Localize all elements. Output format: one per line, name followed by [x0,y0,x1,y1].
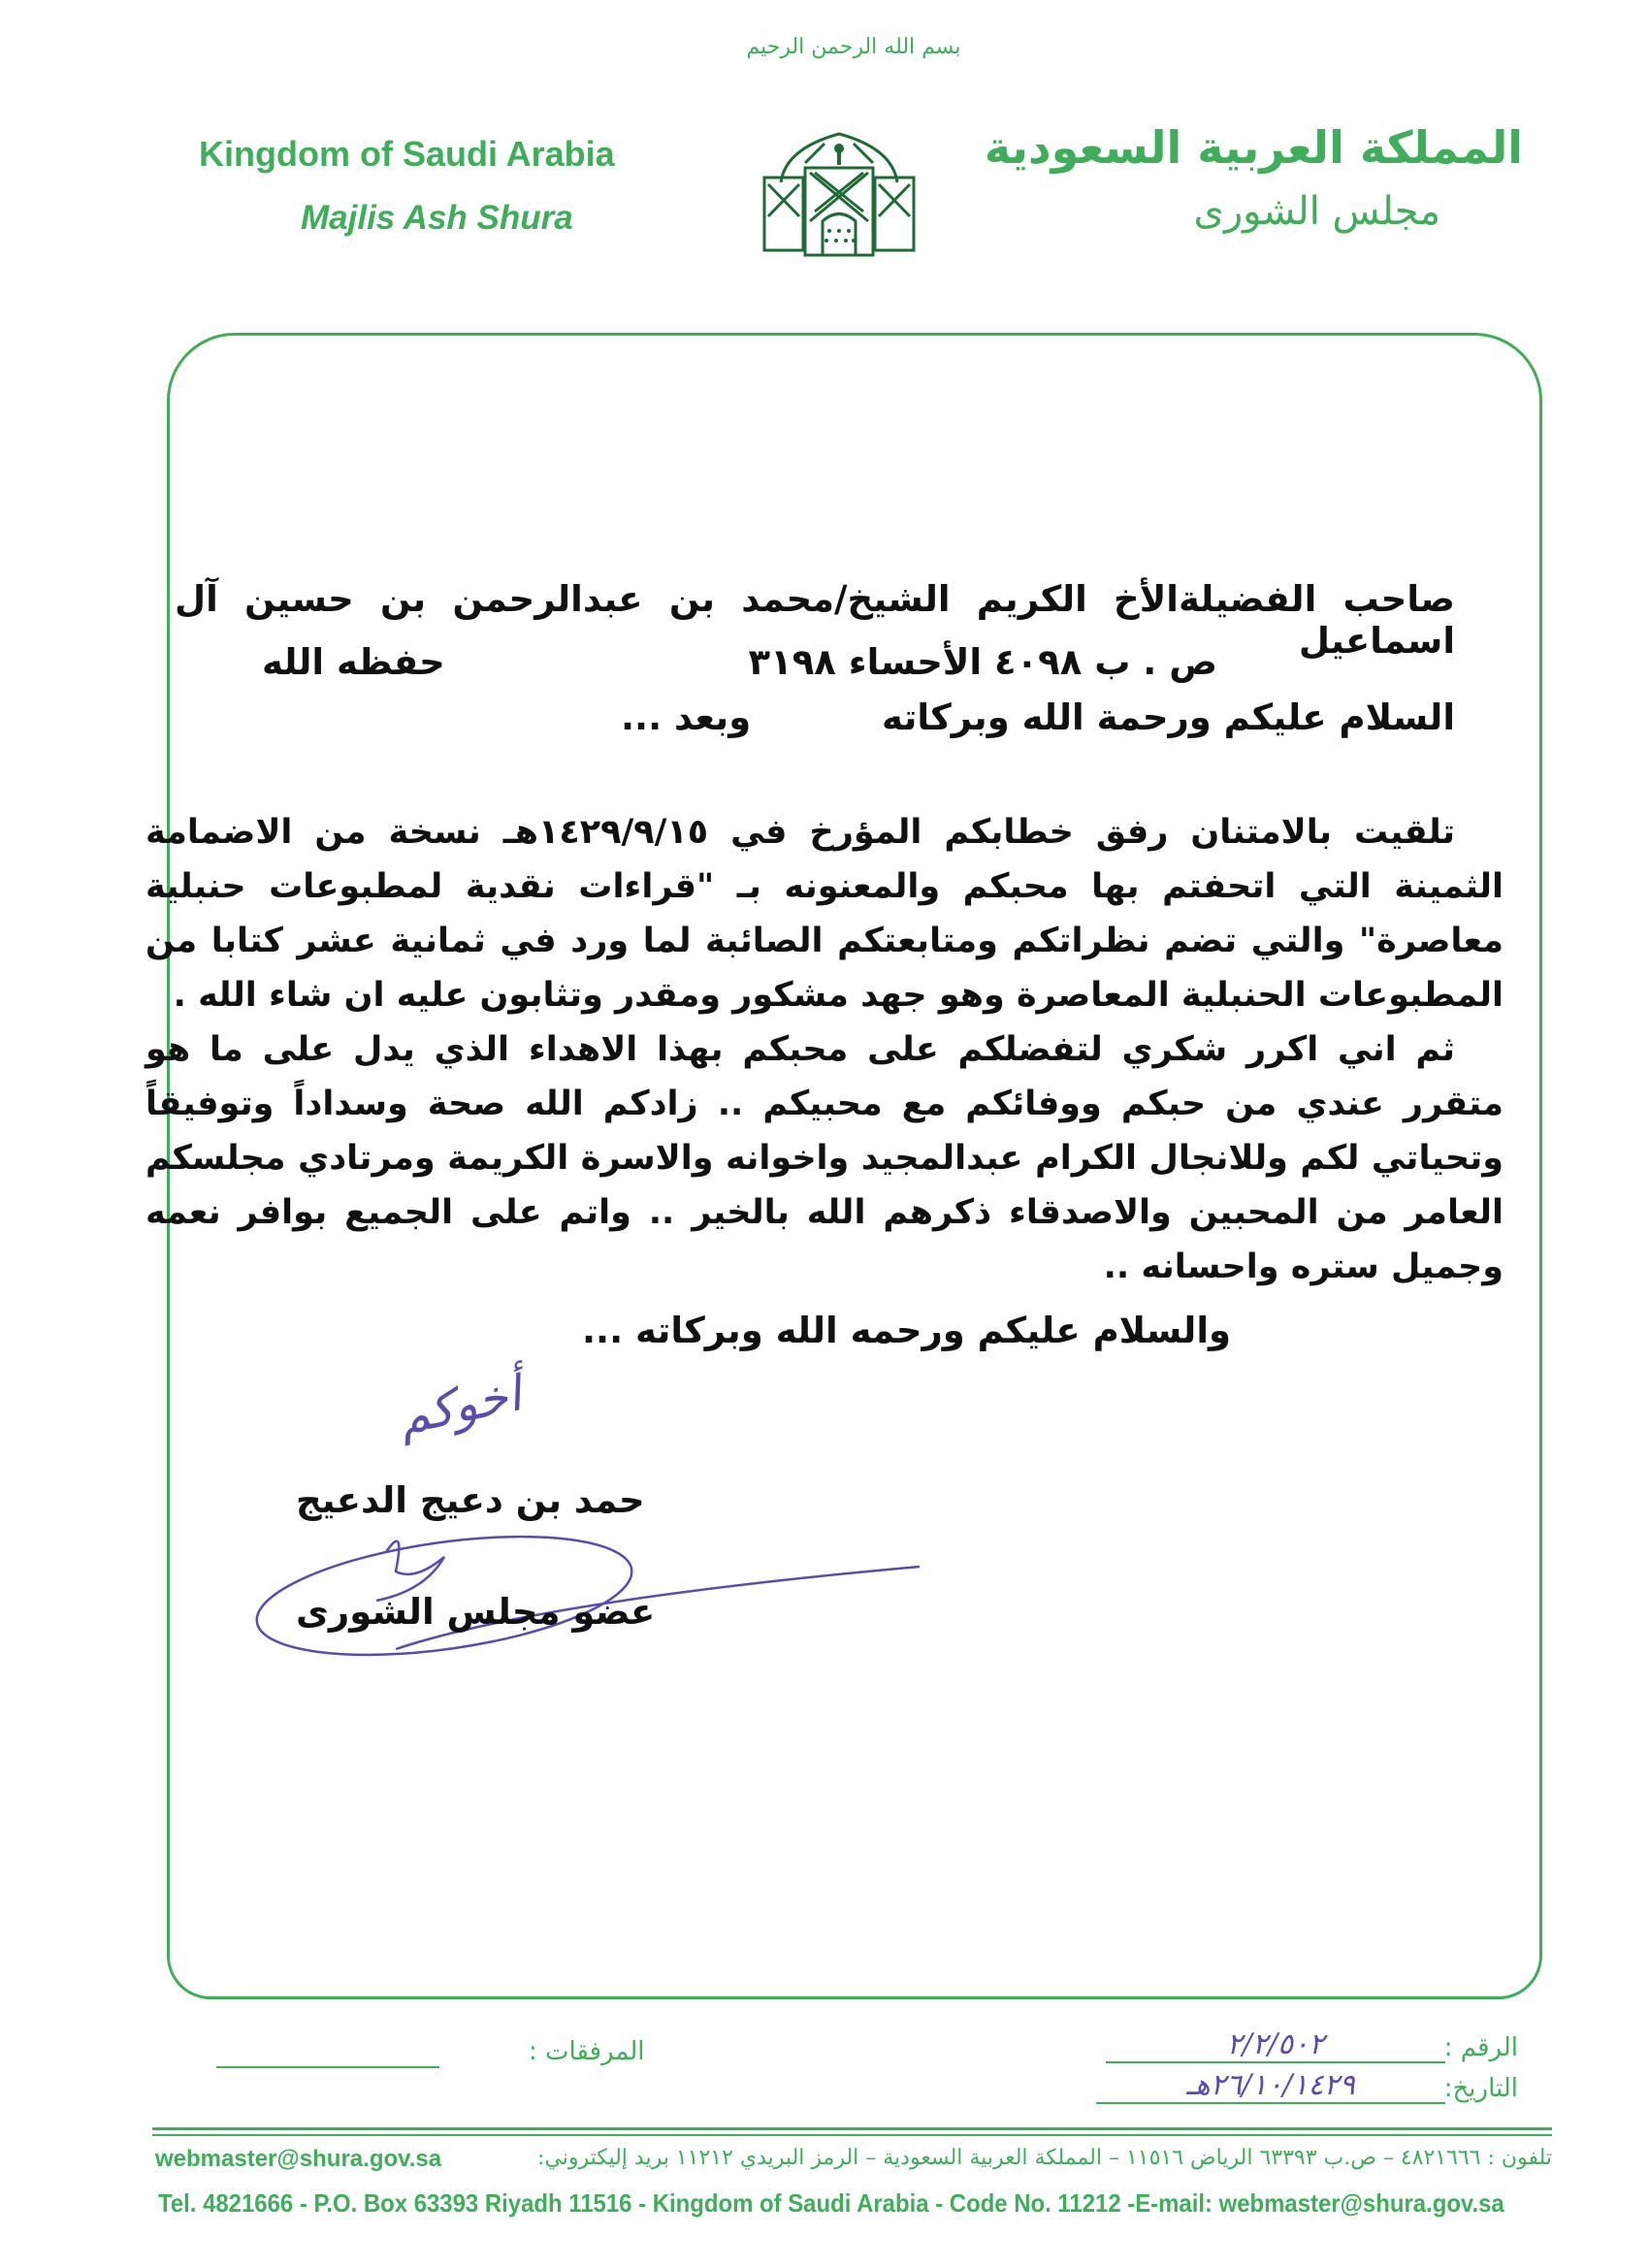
footer-divider-bottom [152,2134,1552,2136]
english-title: Kingdom of Saudi Arabia [199,134,615,174]
english-subtitle: Majlis Ash Shura [301,199,573,237]
reference-number-value: ٢/٢/٥٠٢ [1106,2027,1445,2063]
footer-divider-top [152,2127,1552,2130]
footer-english: Tel. 4821666 - P.O. Box 63393 Riyadh 11516 - Kingdom of Saudi Arabia - Code No. 11212 -E-mail: webmaster@shura.gov.sa [158,2188,1504,2218]
signature-icon [250,1513,929,1659]
date-value: ٢٦/١٠/١٤٢٩هـ [1096,2068,1445,2104]
signer-name: حمد بن دعيج الدعيج [296,1479,645,1521]
letter-body [146,805,1504,1294]
attachments-label: المرفقات : [529,2037,645,2066]
paragraph-2: ثم اني اكرر شكري لتفضلكم على محبكم بهذا الاهداء الذي يدل على ما هو متقرر عندي من حبكم ووفائكم مع محبيكم .. زادكم الله صحة وسداداً وتوفيقاً وتحياتي لكم وللانجال الكرام عبدالمجيد واخوانه والاسرة الكريمة ومرتادي مجلسكم العامر من المحبين والاصدقاء ذكرهم الله بالخير .. واتم على الجميع بوافر نعمه وجميل ستره واحسانه .. [146,1030,1504,1286]
footer-arabic: تلفون : ٤٨٢١٦٦٦ – ص.ب ٦٣٣٩٣ الرياض ١١٥١٦ – المملكة العربية السعودية – الرمز البريدي ١١٢١٢ بريد إليكتروني: [537,2146,1552,2170]
arabic-subtitle: مجلس الشورى [1193,189,1440,234]
closing: والسلام عليكم ورحمه الله وبركاته ... [582,1310,1231,1351]
shura-emblem-icon [757,124,922,260]
recipient-address: ص . ب ٤٠٩٨ الأحساء ٣١٩٨ [748,641,1217,683]
footer-arabic-email[interactable]: webmaster@shura.gov.sa [155,2146,442,2172]
signer-title: عضو مجلس الشورى [296,1591,656,1633]
attachments-line [216,2066,439,2068]
basmala: بسم الله الرحمن الرحيم [746,35,961,59]
date-label: التاريخ: [1443,2074,1518,2103]
reference-number-label: الرقم : [1443,2033,1518,2062]
greeting-after: وبعد ... [621,697,752,738]
handwritten-note: أخوكم [393,1365,527,1446]
recipient-line: صاحب الفضيلةالأخ الكريم الشيخ/محمد بن عبدالرحمن بن حسين آل اسماعيل [175,578,1455,662]
arabic-title: المملكة العربية السعودية [984,121,1523,174]
greeting: السلام عليكم ورحمة الله وبركاته [882,697,1455,738]
paragraph-1: تلقيت بالامتنان رفق خطابكم المؤرخ في ١٤٢٩/٩/١٥هـ نسخة من الاضمامة الثمينة التي اتحفتم بها محبكم والمعنونه بـ "قراءات نقدية لمطبوعات حنبلية معاصرة" والتي تضم نظراتكم ومتابعتكم الصائبة لما ورد في ثمانية عشر كتابا من المطبوعات الحنبلية المعاصرة وهو جهد مشكور ومقدر وتثابون عليه ان شاء الله . [146,813,1504,1015]
recipient-blessing: حفظه الله [262,641,445,683]
